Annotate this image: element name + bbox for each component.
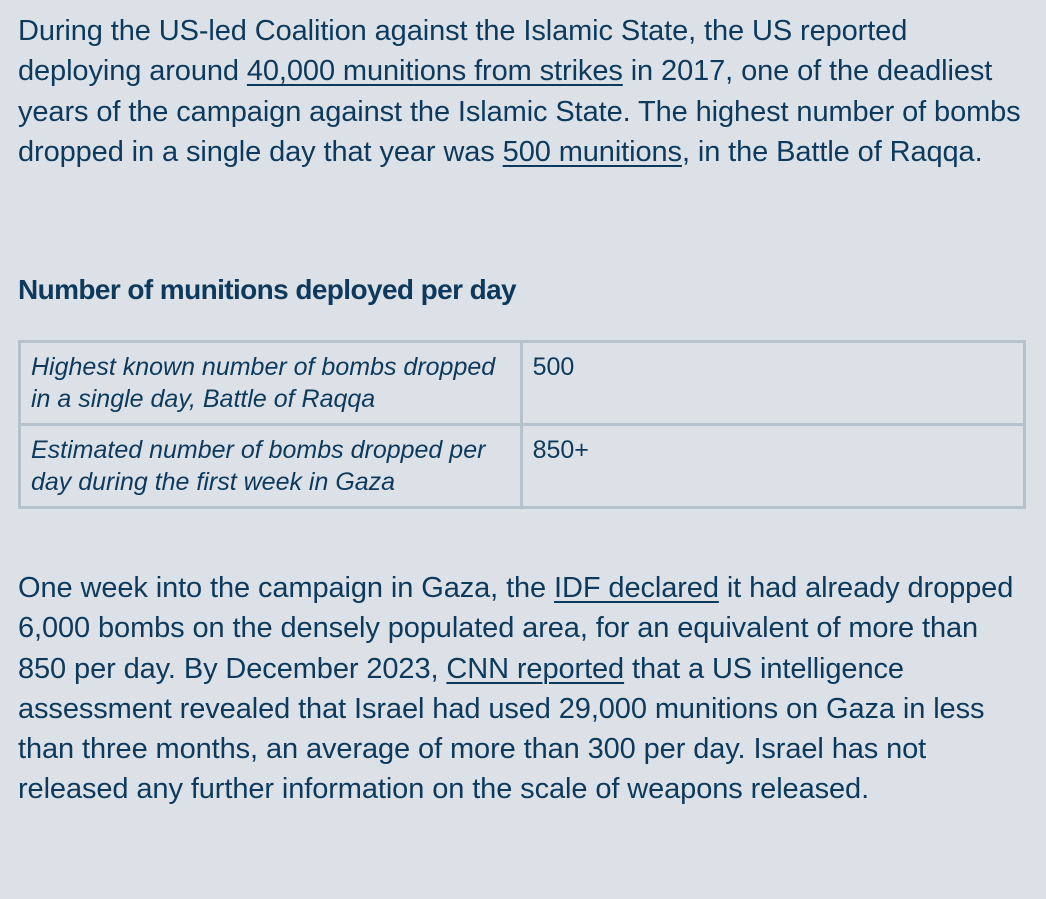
table-title: Number of munitions deployed per day bbox=[18, 274, 517, 305]
intro-text-2: in 2017, one of the deadliest years of the campaign against the Islamic State. The highest number of bombs dropped in a single day that year was bbox=[18, 55, 1021, 168]
intro-text-3: , in the Battle of Raqqa. bbox=[681, 135, 983, 168]
munitions-from-strikes-link[interactable]: 40,000 munitions from strikes bbox=[246, 55, 623, 88]
outro-paragraph bbox=[18, 568, 1028, 810]
table-cell-label: Highest known number of bombs dropped in a single day, Battle of Raqqa bbox=[20, 342, 522, 425]
table-cell-value: 850+ bbox=[521, 425, 1024, 508]
intro-text-1: During the US-led Coalition against the Islamic State, the US reported deploying around bbox=[18, 15, 908, 88]
idf-declared-link[interactable]: IDF declared bbox=[554, 572, 719, 604]
munitions-table bbox=[18, 340, 1026, 509]
table-row bbox=[20, 342, 1025, 425]
outro-text-2: it had already dropped 6,000 bombs on the densely populated area, for an equivalent of more than 850 per day. By December 2023, bbox=[18, 572, 1014, 685]
intro-paragraph bbox=[18, 0, 1028, 172]
article-content bbox=[18, 0, 1028, 806]
outro-text-3: that a US intelligence assessment revealed that Israel had used 29,000 munitions on Gaza in less than three months, an average of more than 300 per day. Israel has not released any further information on the scale of weapons released. bbox=[18, 652, 985, 806]
table-cell-label: Estimated number of bombs dropped per day during the first week in Gaza bbox=[20, 425, 522, 508]
outro-text-1: One week into the campaign in Gaza, the bbox=[18, 572, 555, 604]
table-cell-value: 500 bbox=[521, 342, 1024, 425]
cnn-reported-link[interactable]: CNN reported bbox=[446, 652, 625, 685]
table-row bbox=[20, 425, 1025, 508]
five-hundred-munitions-link[interactable]: 500 munitions bbox=[502, 135, 682, 168]
